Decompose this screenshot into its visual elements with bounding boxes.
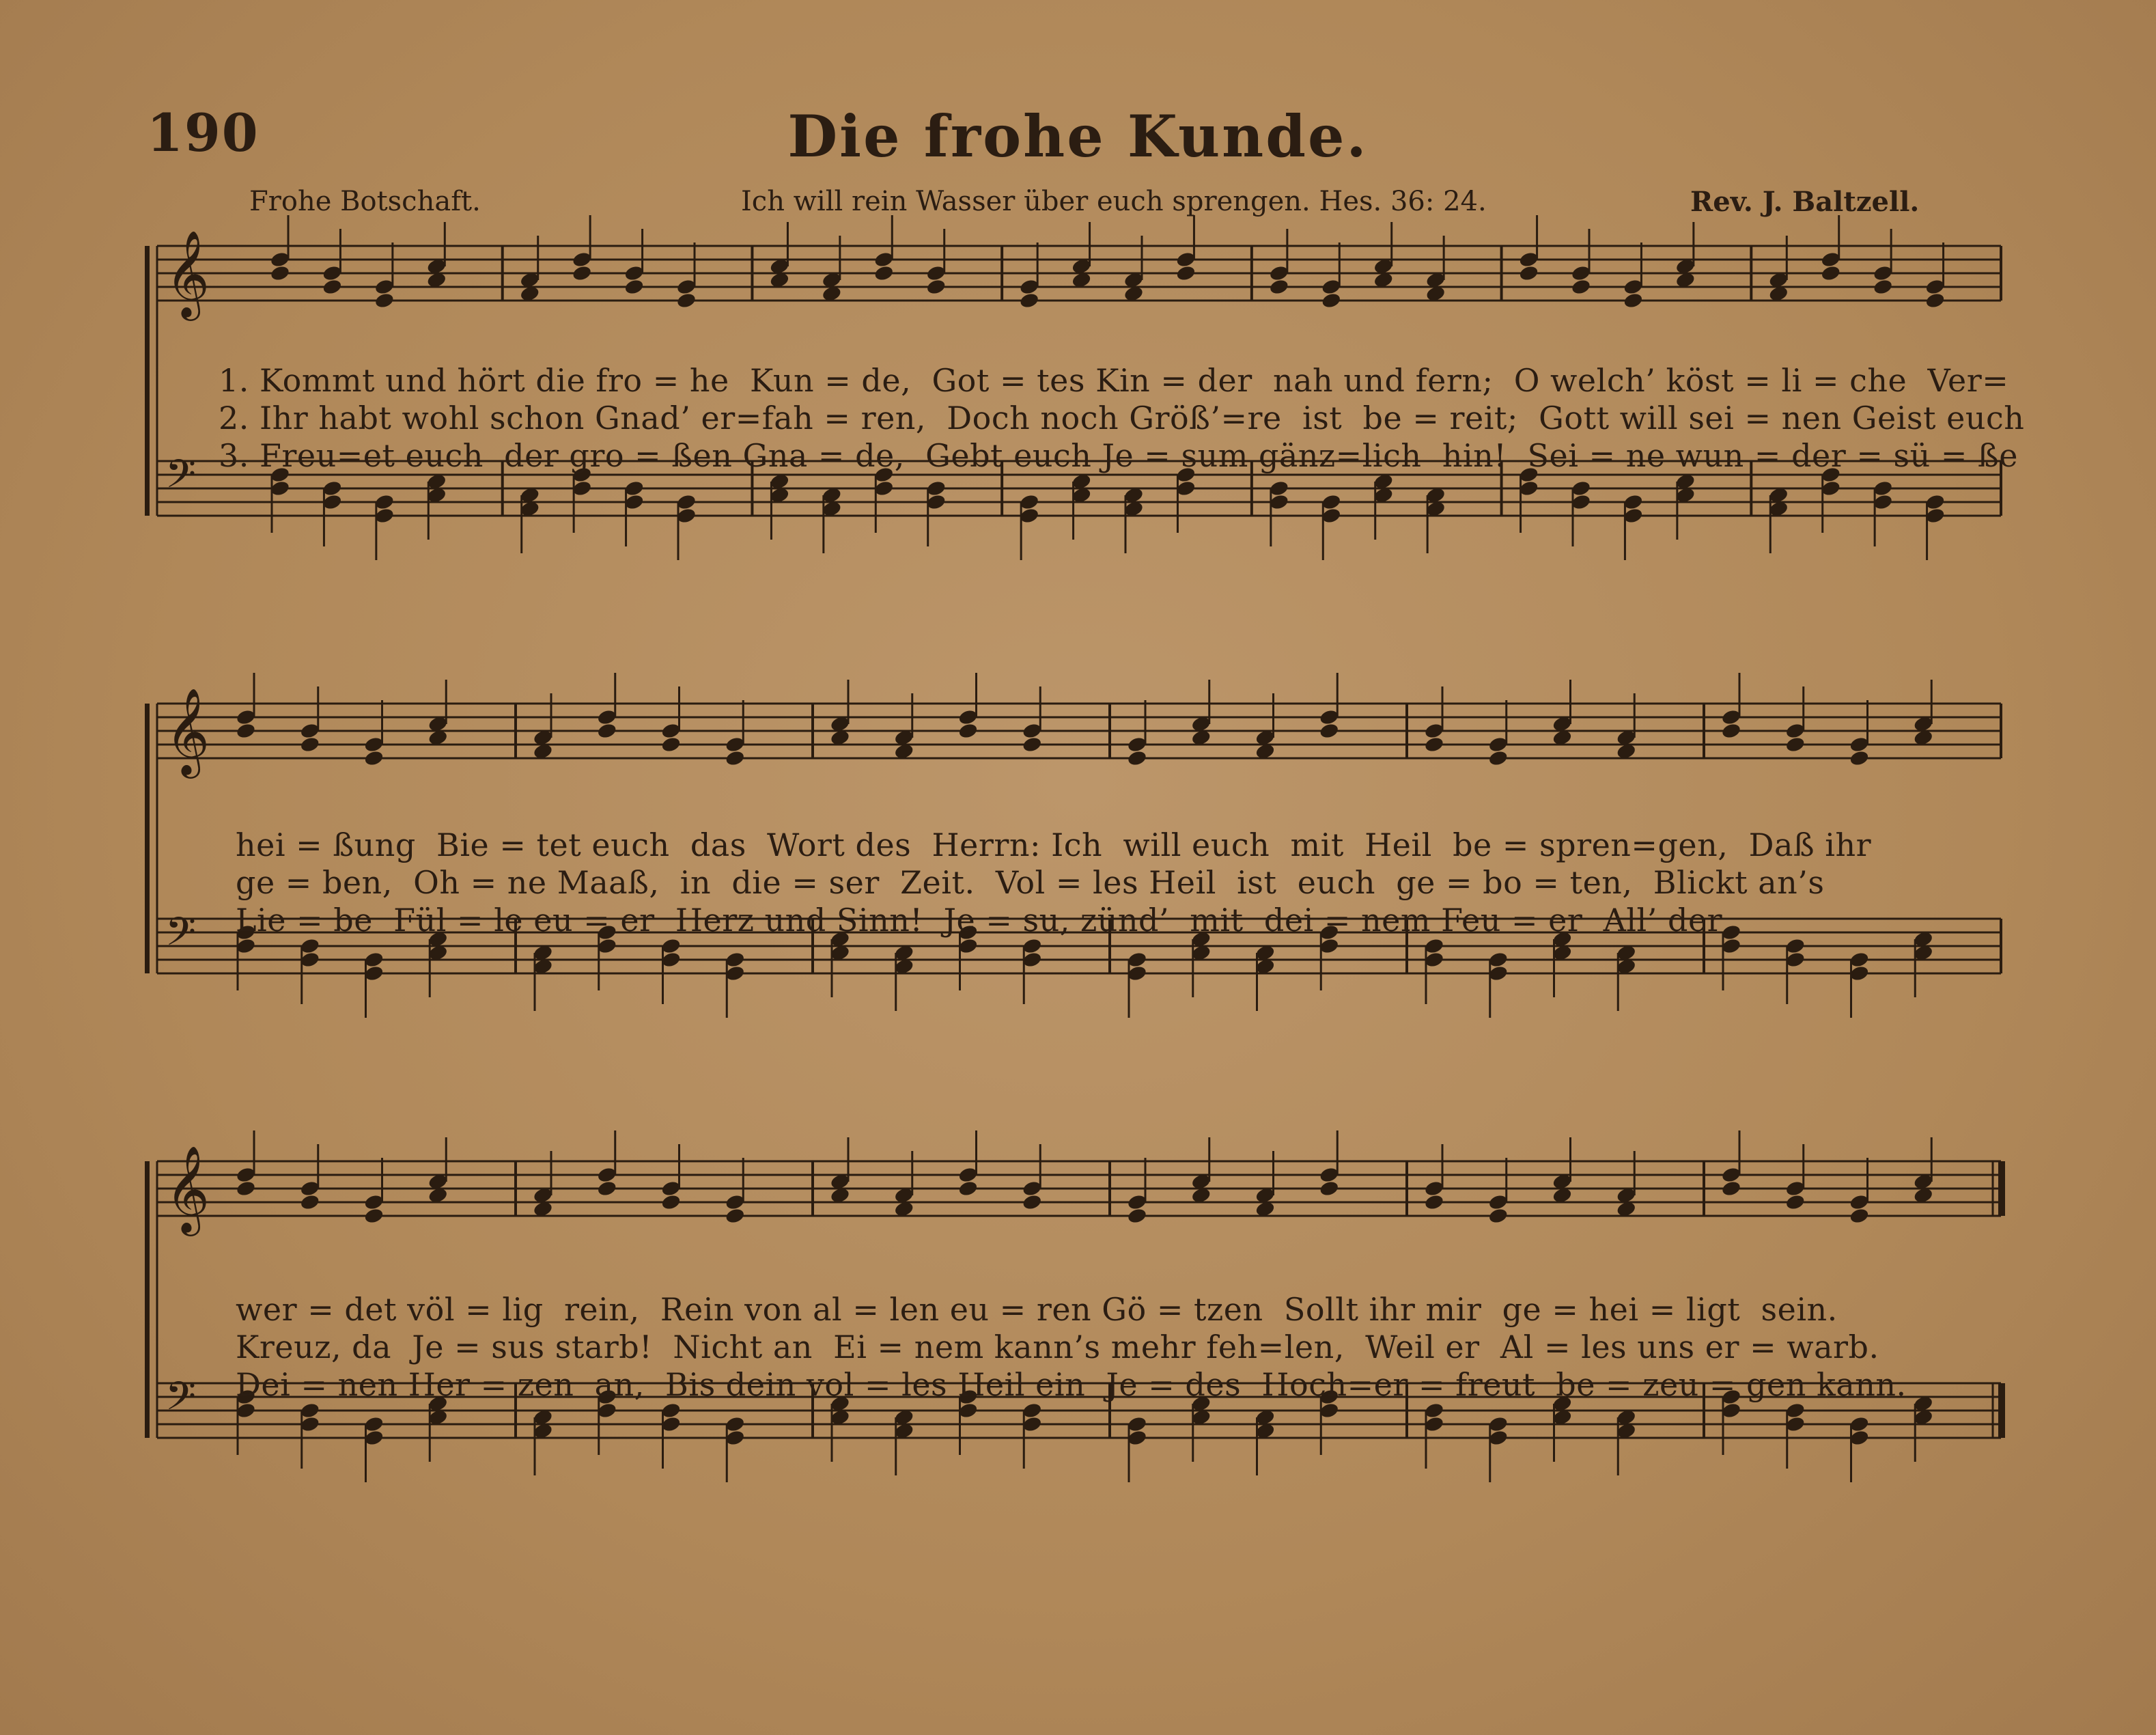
lyric-verse-3: Dei = nen Her = zen an, Bis dein vol = les Heil ein Je = des Hoch=er = freut be = zeu = gen kann. <box>236 1366 1907 1403</box>
note-head <box>1321 292 1342 309</box>
system-bracket <box>145 1161 150 1438</box>
treble-staff <box>157 1130 2005 1236</box>
note-head <box>299 736 320 753</box>
lyric-verse-2: ge = ben, Oh = ne Maaß, in die = ser Zeit. Vol = les Heil ist euch ge = bo = ten, Blickt an’s <box>236 864 1825 901</box>
tune-name: Frohe Botschaft. <box>249 186 481 217</box>
note-head <box>1784 1193 1806 1211</box>
note-head <box>1873 278 1894 296</box>
note-head <box>1019 292 1040 309</box>
final-bar-thick <box>1998 1161 2005 1216</box>
lyric-verse-3: Lie = be Fül = le eu = er Herz und Sinn! Je = su, zünd’ mit dei = nem Feu = er All’ der <box>236 902 1723 939</box>
note-head <box>1571 278 1592 296</box>
music-system-3 <box>143 1145 2021 1544</box>
note-head <box>1721 722 1742 740</box>
note-head <box>1518 264 1539 282</box>
hymn-author: Rev. J. Baltzell. <box>1690 186 1920 218</box>
note-head <box>1022 1193 1043 1211</box>
bass-clef-icon: 𝄢 <box>165 908 197 964</box>
note-head <box>1849 749 1870 767</box>
note-head <box>236 1180 257 1197</box>
note-head <box>624 278 645 296</box>
note-head <box>363 749 384 767</box>
note-head <box>236 722 257 740</box>
note-head <box>1319 722 1340 740</box>
lyric-verse-2: 2. Ihr habt wohl schon Gnad’ er=fah = ren, Doch noch Größ’=re ist be = reit; Gott will sei = nen Geist euch <box>219 400 2025 436</box>
note-head <box>363 1207 384 1225</box>
note-head <box>957 1180 979 1197</box>
note-head <box>1127 749 1148 767</box>
note-head <box>725 749 746 767</box>
note-head <box>1319 1180 1340 1197</box>
note-head <box>270 264 291 282</box>
note-head <box>1127 1207 1148 1225</box>
music-system-2 <box>143 687 2021 1072</box>
note-head <box>660 1193 682 1211</box>
note-head <box>1820 264 1841 282</box>
treble-clef-icon: 𝄞 <box>165 230 210 317</box>
note-head <box>676 292 697 309</box>
lyric-verse-2: Kreuz, da Je = sus starb! Nicht an Ei = nem kann’s mehr feh=len, Weil er Al = les uns er = warb. <box>236 1329 1879 1365</box>
note-head <box>660 736 682 753</box>
note-head <box>374 292 395 309</box>
treble-clef-icon: 𝄞 <box>165 1145 210 1232</box>
note-head <box>1487 1207 1509 1225</box>
scripture-reference: Ich will rein Wasser über euch sprengen. Hes. 36: 24. <box>741 186 1487 217</box>
note-head <box>1784 736 1806 753</box>
note-head <box>1487 749 1509 767</box>
treble-staff <box>157 673 2001 779</box>
note-head <box>925 278 947 296</box>
note-head <box>596 722 617 740</box>
note-head <box>1424 1193 1445 1211</box>
bass-clef-icon: 𝄢 <box>165 451 197 507</box>
treble-clef-icon: 𝄞 <box>165 687 210 775</box>
system-bracket <box>145 704 150 973</box>
note-head <box>1269 278 1290 296</box>
lyric-verse-1: wer = det völ = lig rein, Rein von al = len eu = ren Gö = tzen Sollt ihr mir ge = hei = ligt sein. <box>236 1291 1838 1328</box>
note-head <box>1849 1207 1870 1225</box>
lyric-verse-3: 3. Freu=et euch der gro = ßen Gna = de, Gebt euch Je = sum gänz=lich hin! Sei = ne wun = der = sü = ße <box>219 437 2018 474</box>
treble-staff <box>157 215 2001 321</box>
note-head <box>299 1193 320 1211</box>
note-head <box>873 264 895 282</box>
music-system-1 <box>143 230 2025 615</box>
note-head <box>1924 292 1946 309</box>
note-head <box>1022 736 1043 753</box>
note-head <box>572 264 593 282</box>
note-head <box>1623 292 1644 309</box>
note-head <box>1721 1180 1742 1197</box>
note-head <box>1424 736 1445 753</box>
note-head <box>1175 264 1196 282</box>
note-head <box>957 722 979 740</box>
lyric-verse-1: 1. Kommt und hört die fro = he Kun = de, Got = tes Kin = der nah und fern; O welch’ köst = li = che Ver= <box>219 362 2009 399</box>
note-head <box>322 278 343 296</box>
system-bracket <box>145 246 150 516</box>
note-head <box>725 1207 746 1225</box>
bass-clef-icon: 𝄢 <box>165 1373 197 1429</box>
hymn-title: Die frohe Kunde. <box>787 102 1369 170</box>
lyric-verse-1: hei = ßung Bie = tet euch das Wort des Herrn: Ich will euch mit Heil be = spren=gen, Daß ihr <box>236 827 1872 863</box>
hymn-number: 190 <box>147 102 260 163</box>
note-head <box>596 1180 617 1197</box>
